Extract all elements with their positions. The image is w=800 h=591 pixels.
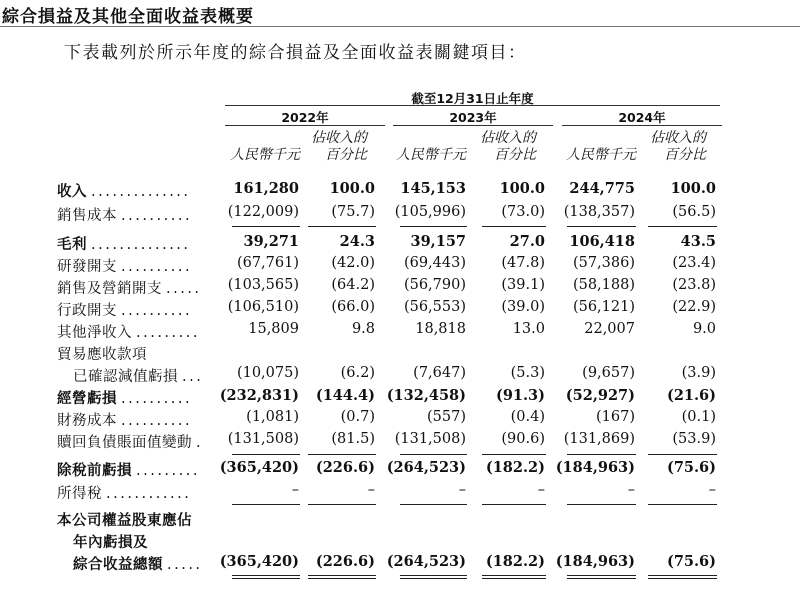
row-leader-dots: ..............: [91, 237, 191, 253]
amount-cell: (184,963): [555, 459, 635, 476]
row-leader-dots: .....: [167, 557, 203, 573]
pct-cell: (90.6): [501, 431, 545, 447]
row-leader-dots: ..........: [121, 303, 193, 319]
col-pct-2022-b: 百分比: [325, 147, 367, 163]
pct-cell: –: [708, 482, 716, 498]
table-row: [0, 343, 800, 365]
amount-cell: 39,157: [410, 233, 466, 250]
amount-cell: (56,790): [403, 277, 466, 293]
row-label-text: 其他淨收入: [57, 325, 132, 341]
row-label-text: 贖回負債賬面值變動: [57, 435, 192, 451]
year-rule-2022: [225, 125, 385, 126]
amount-cell: (365,420): [219, 553, 299, 570]
pct-cell: 9.8: [351, 321, 375, 337]
amount-cell: (264,523): [386, 459, 466, 476]
amount-cell: (132,458): [386, 387, 466, 404]
table-row: [0, 299, 800, 321]
row-label-text: 貿易應收款項: [57, 347, 147, 363]
table-row: [0, 233, 800, 255]
subtotal-rule: [482, 226, 546, 227]
amount-cell: –: [291, 482, 299, 498]
row-label-text: 本公司權益股東應佔: [57, 512, 192, 529]
table-row: [0, 365, 800, 387]
table-row: [0, 409, 800, 431]
row-label: [73, 365, 203, 386]
pct-cell: (182.2): [485, 459, 545, 476]
pct-cell: (182.2): [485, 553, 545, 570]
subtotal-rule: [648, 504, 717, 505]
amount-cell: –: [627, 482, 635, 498]
table-row: [0, 553, 800, 575]
amount-cell: (106,510): [227, 299, 299, 315]
subtotal-rule: [567, 454, 636, 455]
row-label: [57, 409, 192, 430]
pct-cell: –: [537, 482, 545, 498]
total-double-rule: [567, 575, 636, 579]
col-pct-2023-a: 佔收入的: [480, 130, 536, 146]
row-label: [57, 255, 192, 276]
table-row: [0, 180, 800, 202]
amount-cell: (122,009): [227, 204, 299, 220]
period-rule: [225, 105, 720, 106]
row-label-text: 行政開支: [57, 303, 117, 319]
row-label-text: 研發開支: [57, 259, 117, 275]
subtotal-rule: [232, 454, 300, 455]
year-rule-2024: [562, 125, 722, 126]
subtotal-rule: [232, 504, 300, 505]
amount-cell: 15,809: [248, 321, 299, 337]
pct-cell: (23.4): [672, 255, 716, 271]
table-row: [0, 387, 800, 409]
row-leader-dots: ..........: [121, 413, 193, 429]
subtotal-rule: [648, 454, 717, 455]
pct-cell: (39.0): [501, 299, 545, 315]
pct-cell: 13.0: [512, 321, 545, 337]
amount-cell: (1,081): [246, 409, 299, 425]
table-row: [0, 459, 800, 481]
table-row: [0, 204, 800, 226]
row-label: [57, 343, 147, 364]
amount-cell: (67,761): [236, 255, 299, 271]
amount-cell: (264,523): [386, 553, 466, 570]
table-row: [0, 431, 800, 453]
amount-cell: (105,996): [394, 204, 466, 220]
row-label: [57, 233, 191, 254]
pct-cell: (64.2): [331, 277, 375, 293]
intro-text: 下表載列於所示年度的綜合損益及全面收益表關鍵項目：: [64, 43, 527, 63]
pct-cell: (226.6): [315, 459, 375, 476]
pct-cell: 100.0: [499, 180, 545, 197]
amount-cell: (52,927): [565, 387, 635, 404]
amount-cell: –: [458, 482, 466, 498]
row-label-text: 銷售成本: [57, 208, 117, 224]
amount-cell: 106,418: [569, 233, 635, 250]
amount-cell: 244,775: [569, 180, 635, 197]
pct-cell: (81.5): [331, 431, 375, 447]
amount-cell: (557): [427, 409, 466, 425]
year-2022: 2022年: [281, 110, 329, 125]
year-2023: 2023年: [449, 110, 497, 125]
pct-cell: (0.4): [510, 409, 545, 425]
amount-cell: (56,553): [403, 299, 466, 315]
pct-cell: 27.0: [509, 233, 545, 250]
col-amount-2024: 人民幣千元: [566, 147, 636, 163]
page-title: 綜合損益及其他全面收益表概要: [2, 7, 254, 27]
pct-cell: (39.1): [501, 277, 545, 293]
total-double-rule: [482, 575, 546, 579]
pct-cell: (23.8): [672, 277, 716, 293]
table-row: [0, 255, 800, 277]
row-label: [57, 299, 192, 320]
pct-cell: –: [367, 482, 375, 498]
row-label-text: 收入: [57, 183, 87, 200]
amount-cell: (131,508): [227, 431, 299, 447]
row-label: [57, 459, 200, 480]
row-leader-dots: ..........: [121, 259, 193, 275]
amount-cell: 18,818: [415, 321, 466, 337]
amount-cell: (138,357): [563, 204, 635, 220]
amount-cell: 145,153: [400, 180, 466, 197]
amount-cell: (56,121): [572, 299, 635, 315]
table-row: [0, 277, 800, 299]
row-label-text: 年內虧損及: [73, 534, 148, 551]
amount-cell: (232,831): [219, 387, 299, 404]
pct-cell: (66.0): [331, 299, 375, 315]
pct-cell: (53.9): [672, 431, 716, 447]
page-header: [0, 0, 800, 27]
pct-cell: (22.9): [672, 299, 716, 315]
subtotal-rule: [567, 226, 636, 227]
pct-cell: (91.3): [495, 387, 545, 404]
col-pct-2024-a: 佔收入的: [650, 130, 706, 146]
subtotal-rule: [482, 454, 546, 455]
amount-cell: (7,647): [413, 365, 466, 381]
total-double-rule: [648, 575, 717, 579]
col-pct-2022-a: 佔收入的: [311, 130, 367, 146]
row-label: [57, 277, 202, 298]
row-leader-dots: ...: [182, 369, 204, 385]
col-amount-2022: 人民幣千元: [230, 147, 300, 163]
amount-cell: (10,075): [236, 365, 299, 381]
row-label-text: 財務成本: [57, 413, 117, 429]
pct-cell: (75.6): [666, 459, 716, 476]
pct-cell: (144.4): [315, 387, 375, 404]
subtotal-rule: [308, 504, 376, 505]
amount-cell: 161,280: [233, 180, 299, 197]
table-row: [0, 509, 800, 531]
row-label: [57, 204, 192, 225]
year-rule-2023: [393, 125, 553, 126]
total-double-rule: [308, 575, 376, 579]
pct-cell: 9.0: [692, 321, 716, 337]
subtotal-rule: [482, 504, 546, 505]
row-leader-dots: ..........: [121, 208, 193, 224]
row-label: [57, 431, 203, 452]
pct-cell: (226.6): [315, 553, 375, 570]
row-leader-dots: ..............: [91, 184, 191, 200]
pct-cell: (0.7): [340, 409, 375, 425]
table-row: [0, 531, 800, 553]
row-label: [57, 387, 192, 408]
amount-cell: (131,869): [563, 431, 635, 447]
row-label-text: 銷售及營銷開支: [57, 281, 162, 297]
pct-cell: (5.3): [510, 365, 545, 381]
pct-cell: 100.0: [670, 180, 716, 197]
pct-cell: (42.0): [331, 255, 375, 271]
subtotal-rule: [308, 226, 376, 227]
row-label-text: 已確認減值虧損: [73, 369, 178, 385]
row-label: [73, 531, 148, 552]
year-2024: 2024年: [618, 110, 666, 125]
row-label-text: 除稅前虧損: [57, 462, 132, 479]
row-label: [57, 321, 200, 342]
pct-cell: (6.2): [340, 365, 375, 381]
pct-cell: 24.3: [339, 233, 375, 250]
total-double-rule: [232, 575, 300, 579]
pct-cell: (75.6): [666, 553, 716, 570]
pct-cell: 43.5: [680, 233, 716, 250]
col-pct-2023-b: 百分比: [494, 147, 536, 163]
row-label-text: 所得稅: [57, 486, 102, 502]
row-label: [57, 509, 192, 530]
row-label-text: 經營虧損: [57, 390, 117, 407]
subtotal-rule: [400, 454, 467, 455]
row-leader-dots: ............: [106, 486, 192, 502]
subtotal-rule: [308, 454, 376, 455]
amount-cell: (103,565): [227, 277, 299, 293]
total-double-rule: [400, 575, 467, 579]
row-leader-dots: .....: [166, 281, 202, 297]
row-label-text: 毛利: [57, 236, 87, 253]
amount-cell: (131,508): [394, 431, 466, 447]
amount-cell: (9,657): [582, 365, 635, 381]
subtotal-rule: [567, 504, 636, 505]
amount-cell: (69,443): [403, 255, 466, 271]
row-label: [57, 482, 191, 503]
row-label: [73, 553, 203, 574]
row-label: [57, 180, 191, 201]
subtotal-rule: [400, 504, 467, 505]
amount-cell: (365,420): [219, 459, 299, 476]
pct-cell: (73.0): [501, 204, 545, 220]
pct-cell: (3.9): [681, 365, 716, 381]
amount-cell: (57,386): [572, 255, 635, 271]
period-label: 截至12月31日止年度: [411, 91, 534, 106]
pct-cell: (21.6): [666, 387, 716, 404]
row-leader-dots: .........: [136, 463, 200, 479]
amount-cell: 39,271: [243, 233, 299, 250]
row-label-text: 綜合收益總額: [73, 556, 163, 573]
subtotal-rule: [232, 226, 300, 227]
row-leader-dots: .........: [136, 325, 200, 341]
pct-cell: (47.8): [501, 255, 545, 271]
amount-cell: (58,188): [572, 277, 635, 293]
col-amount-2023: 人民幣千元: [396, 147, 466, 163]
subtotal-rule: [648, 226, 717, 227]
pct-cell: (56.5): [672, 204, 716, 220]
amount-cell: (184,963): [555, 553, 635, 570]
row-leader-dots: .: [196, 435, 204, 451]
subtotal-rule: [400, 226, 467, 227]
pct-cell: 100.0: [329, 180, 375, 197]
pct-cell: (0.1): [681, 409, 716, 425]
row-leader-dots: ..........: [121, 391, 193, 407]
col-pct-2024-b: 百分比: [664, 147, 706, 163]
amount-cell: 22,007: [584, 321, 635, 337]
table-row: [0, 482, 800, 504]
table-row: [0, 321, 800, 343]
pct-cell: (75.7): [331, 204, 375, 220]
amount-cell: (167): [596, 409, 635, 425]
